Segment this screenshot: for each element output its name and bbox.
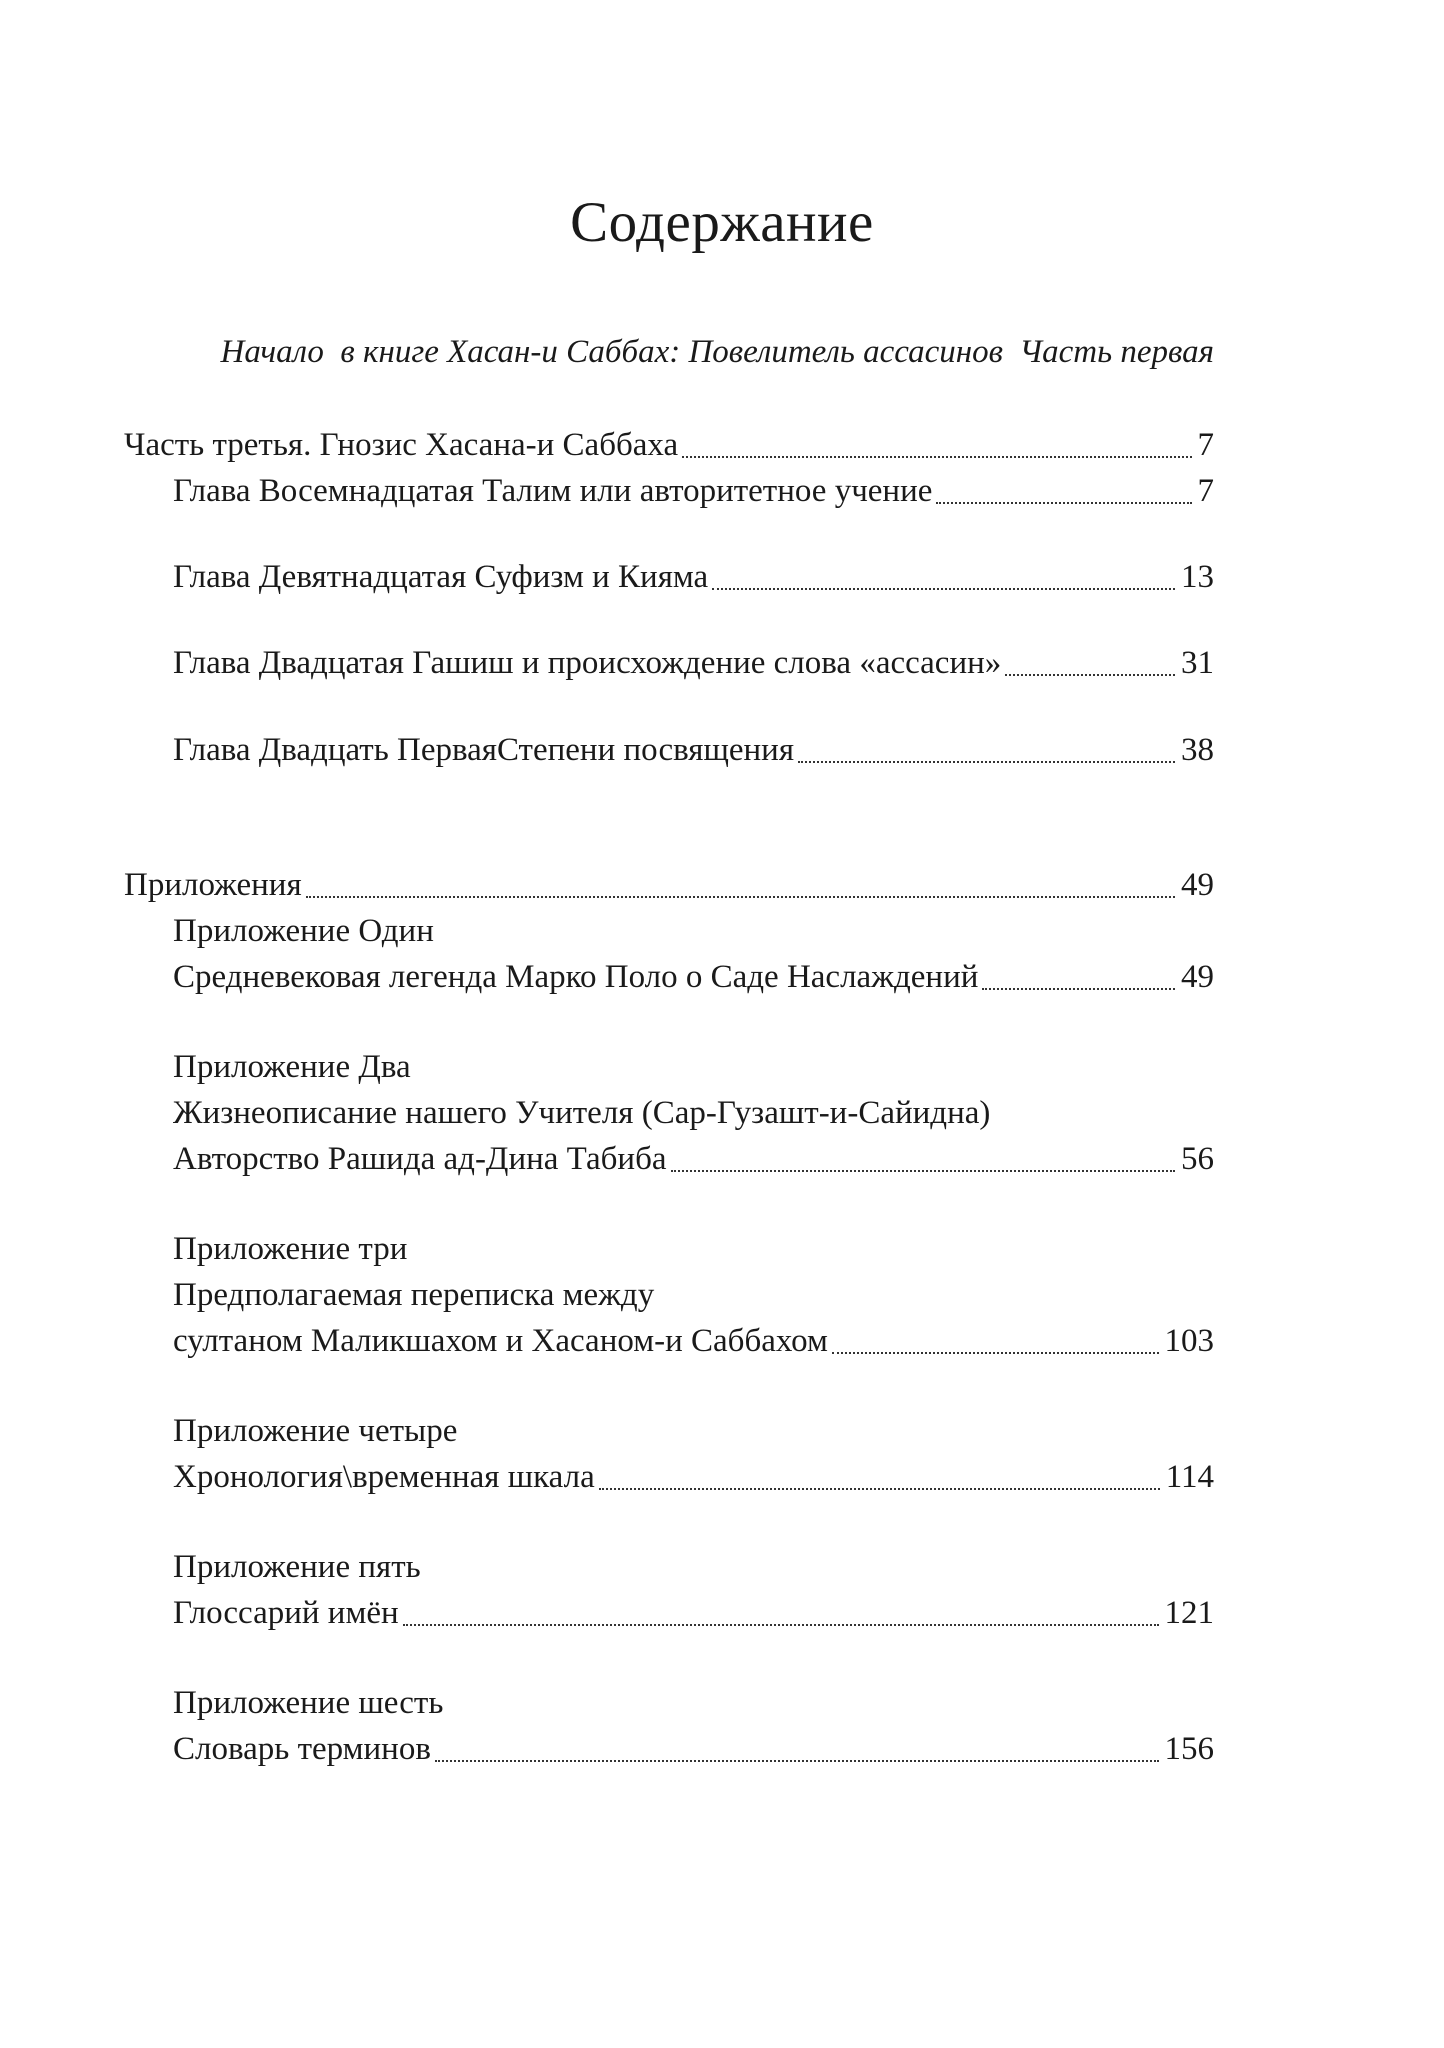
toc-entry-page: 103 — [1164, 1323, 1214, 1359]
toc-entry-title: Глава Двадцатая Гашиш и происхождение слова «ассасин» — [173, 645, 1002, 681]
toc-leader-dots — [435, 1760, 1159, 1762]
toc-entry-heading — [173, 1226, 407, 1272]
toc-leader-dots — [306, 896, 1175, 898]
toc-entry-page: 7 — [1197, 473, 1214, 509]
toc-entry-heading — [173, 908, 434, 954]
toc-leader-dots — [599, 1488, 1160, 1490]
toc-entry[interactable] — [173, 554, 1214, 600]
toc-leader-dots — [403, 1624, 1159, 1626]
toc-entry-heading — [173, 1408, 457, 1454]
toc-entry-title: Приложения — [124, 867, 302, 903]
toc-entry[interactable] — [173, 954, 1214, 1000]
toc-entry-title: Приложение три — [173, 1231, 408, 1267]
toc-entry[interactable] — [124, 862, 1214, 908]
toc-entry-title: Приложение шесть — [173, 1685, 444, 1721]
toc-entry-title: Приложение Один — [173, 913, 434, 949]
toc-entry-page: 31 — [1181, 645, 1214, 681]
toc-entry-page: 7 — [1197, 427, 1214, 463]
toc-entry-heading — [173, 1544, 421, 1590]
toc-entry-heading — [173, 1272, 654, 1318]
toc-entry[interactable] — [173, 1454, 1214, 1500]
toc-entry-title: Глава Двадцать ПерваяСтепени посвящения — [173, 732, 795, 768]
toc-entry-page: 156 — [1164, 1731, 1214, 1767]
toc-entry-page: 13 — [1181, 559, 1214, 595]
toc-leader-dots — [832, 1352, 1159, 1354]
toc-entry-title: Средневековая легенда Марко Поло о Саде Наслаждений — [173, 959, 979, 995]
toc-entry[interactable] — [173, 1726, 1214, 1772]
toc-leader-dots — [682, 456, 1191, 458]
toc-entry-title: Приложение пять — [173, 1549, 421, 1585]
toc-entry[interactable] — [173, 1136, 1214, 1182]
toc-entry-heading — [173, 1044, 411, 1090]
toc-entry-title: Словарь терминов — [173, 1731, 431, 1767]
toc-entry-title: Приложение четыре — [173, 1413, 458, 1449]
toc-leader-dots — [936, 502, 1191, 504]
toc-entry-title: Приложение Два — [173, 1049, 411, 1085]
toc-entry[interactable] — [173, 1590, 1214, 1636]
toc-entry-title: Глава Восемнадцатая Талим или авторитетное учение — [173, 473, 933, 509]
toc-entry-page: 49 — [1181, 867, 1214, 903]
toc-entry-title: Предполагаемая переписка между — [173, 1277, 655, 1313]
toc-entry-title: Часть третья. Гнозис Хасана-и Саббаха — [124, 427, 679, 463]
toc-entry-title: Хронология\временная шкала — [173, 1459, 595, 1495]
toc-entry-title: Глава Девятнадцатая Суфизм и Кияма — [173, 559, 709, 595]
toc-entry[interactable] — [173, 1318, 1214, 1364]
toc-entry-page: 38 — [1181, 732, 1214, 768]
toc-entry[interactable] — [173, 468, 1214, 514]
toc-entry[interactable] — [124, 422, 1214, 468]
toc-entry-heading — [173, 1680, 443, 1726]
toc-entry[interactable] — [173, 727, 1214, 773]
toc-entry-page: 49 — [1181, 959, 1214, 995]
toc-entry-title: султаном Маликшахом и Хасаном-и Саббахом — [173, 1323, 828, 1359]
toc-entry-title: Глоссарий имён — [173, 1595, 399, 1631]
page-title: Содержание — [570, 191, 874, 254]
toc-entry-title: Авторство Рашида ад-Дина Табиба — [173, 1141, 667, 1177]
toc-entry-title: Жизнеописание нашего Учителя (Сар-Гузашт-и-Сайидна) — [173, 1095, 991, 1131]
page-subtitle: Начало в книге Хасан-и Саббах: Повелитель ассасинов Часть первая — [220, 334, 1214, 370]
toc-entry[interactable] — [173, 640, 1214, 686]
toc-entry-page: 56 — [1181, 1141, 1214, 1177]
toc-entry-page: 121 — [1164, 1595, 1214, 1631]
toc-leader-dots — [671, 1170, 1175, 1172]
toc-entry-page: 114 — [1165, 1459, 1214, 1495]
toc-leader-dots — [798, 761, 1175, 763]
toc-leader-dots — [1005, 674, 1175, 676]
toc-leader-dots — [712, 588, 1175, 590]
toc-entry-heading — [173, 1090, 990, 1136]
toc-leader-dots — [982, 988, 1175, 990]
